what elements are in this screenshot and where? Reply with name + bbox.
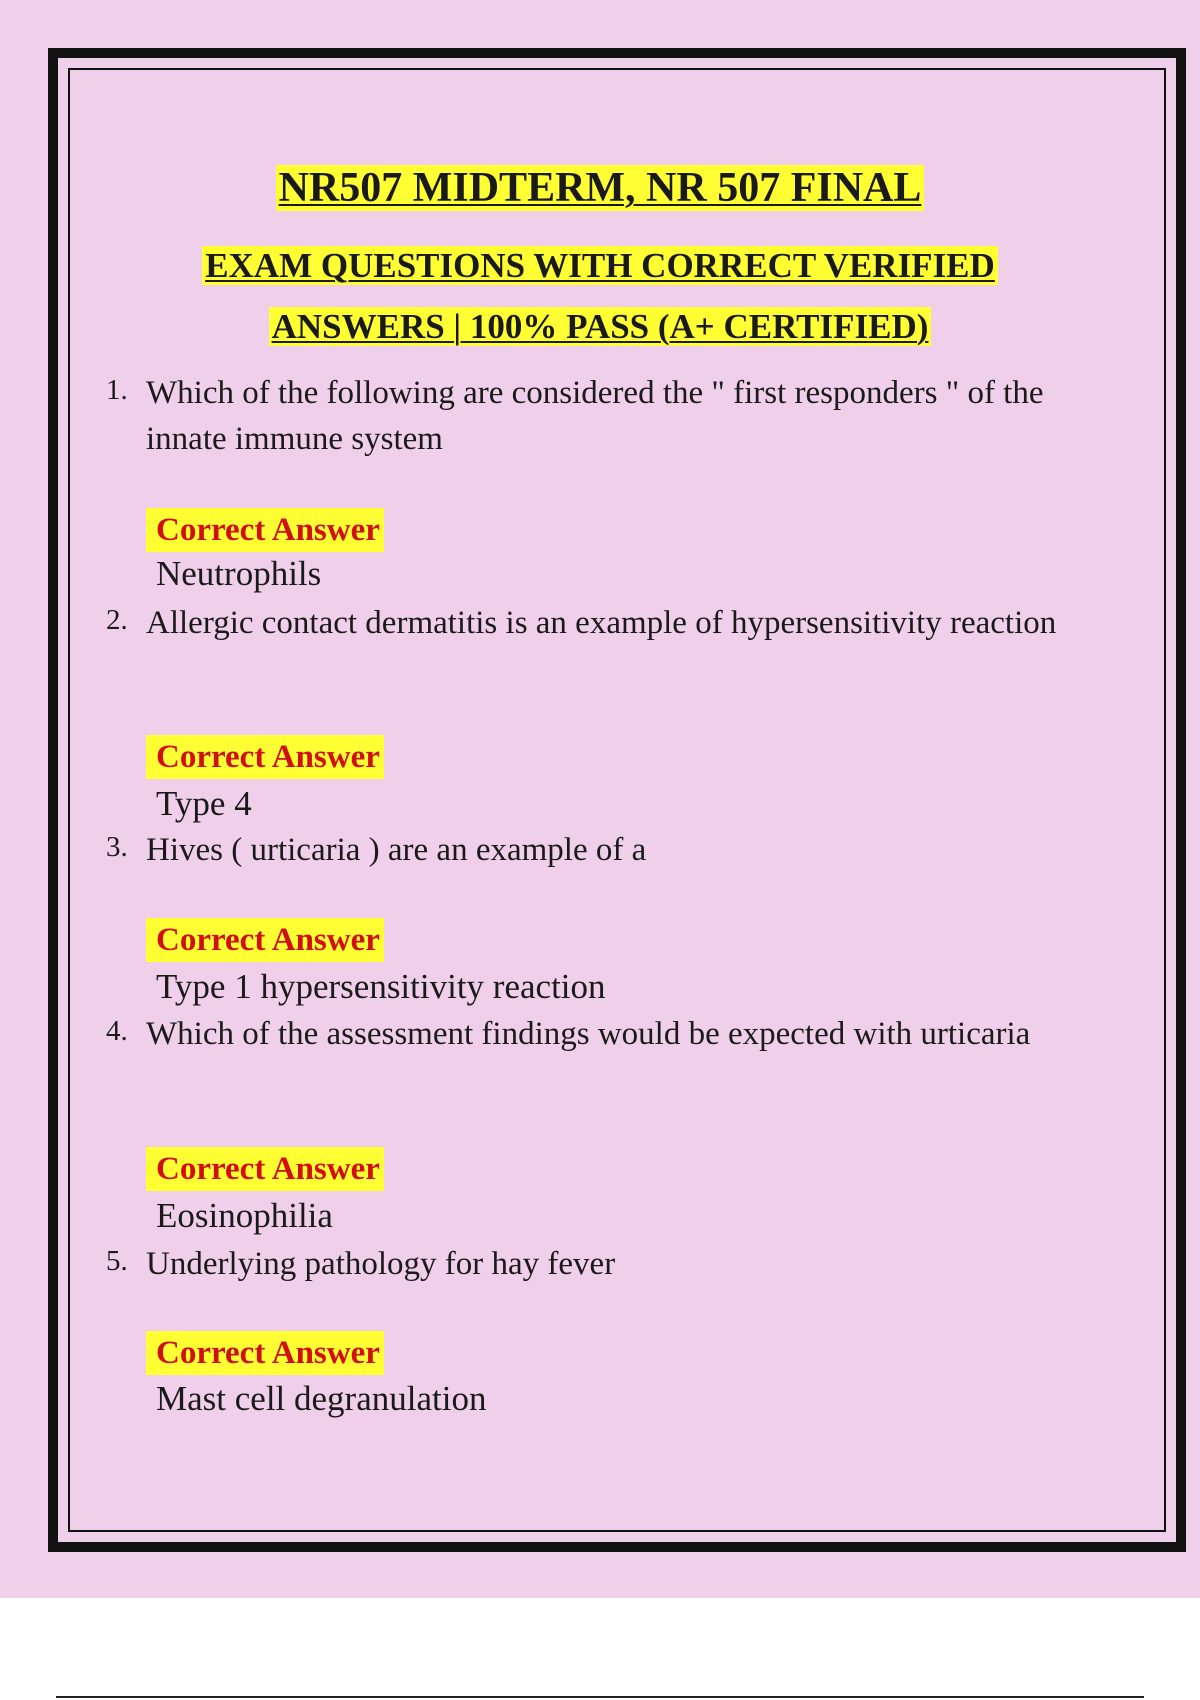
document-subtitle-line-1-text: EXAM QUESTIONS WITH CORRECT VERIFIED: [202, 246, 998, 285]
answer-text: Eosinophilia: [156, 1196, 333, 1235]
question-number: 4.: [106, 1015, 128, 1047]
document-subtitle-line-1: [0, 246, 1200, 286]
answer-text: Neutrophils: [156, 554, 322, 593]
question-number: 1.: [106, 374, 128, 406]
correct-answer-label: Correct Answer: [146, 508, 384, 552]
answer-text: Mast cell degranulation: [156, 1379, 487, 1418]
correct-answer-label: Correct Answer: [146, 735, 384, 779]
document-title: [0, 164, 1200, 212]
document-subtitle-line-2-text: ANSWERS | 100% PASS (A+ CERTIFIED): [269, 307, 932, 346]
question-text: Which of the following are considered the " first responders " of the innate immune system: [146, 375, 1044, 457]
correct-answer-label: Correct Answer: [146, 1331, 384, 1375]
answer-text: Type 1 hypersensitivity reaction: [156, 967, 606, 1006]
question-number: 3.: [106, 831, 128, 863]
question-text: Allergic contact dermatitis is an example of hypersensitivity reaction: [146, 605, 1057, 641]
footer-divider: [56, 1696, 1144, 1698]
question-text: Hives ( urticaria ) are an example of a: [146, 832, 647, 868]
answer-text: Type 4: [156, 784, 252, 823]
question-number: 5.: [106, 1245, 128, 1277]
document-title-text: NR507 MIDTERM, NR 507 FINAL: [276, 165, 925, 211]
correct-answer-label: Correct Answer: [146, 918, 384, 962]
document-subtitle-line-2: [0, 307, 1200, 347]
correct-answer-label: Correct Answer: [146, 1147, 384, 1191]
question-text: Which of the assessment findings would be expected with urticaria: [146, 1016, 1031, 1052]
question-text: Underlying pathology for hay fever: [146, 1246, 616, 1282]
question-number: 2.: [106, 604, 128, 636]
